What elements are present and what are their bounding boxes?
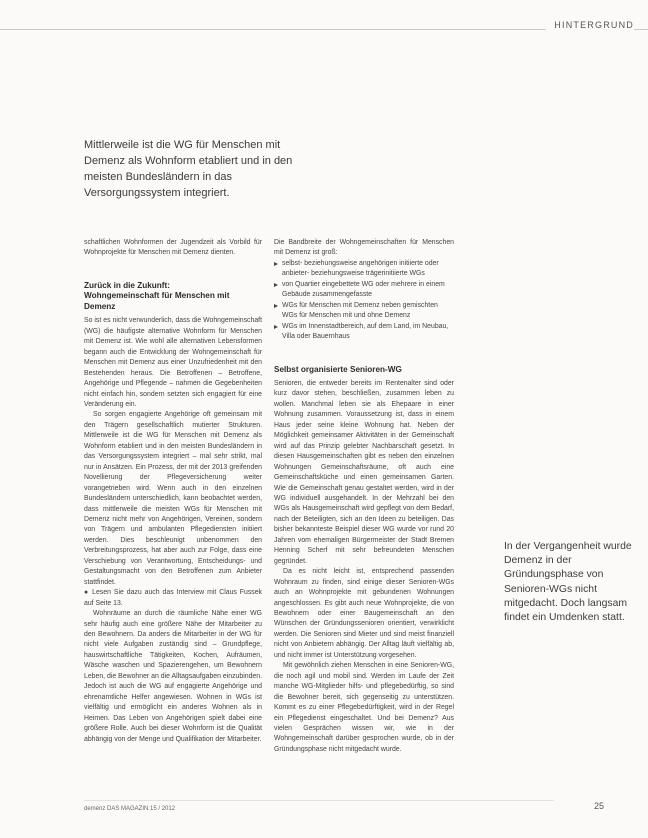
bullet-item: WGs für Menschen mit Demenz neben gemischten WGs für Menschen mit und ohne Demenz bbox=[274, 301, 454, 322]
bullet-item: WGs im Innenstadtbereich, auf dem Land, im Neubau, Villa oder Bauernhaus bbox=[274, 322, 454, 343]
right-paragraph-3: Mit gewöhnlich ziehen Menschen in eine Senioren-WG, die noch agil und mobil sind. Werden im Laufe der Zeit manche WG-Mitglieder hilfs- und pflegebedürftig, so sind die Bewohner bereit, sich gegenseitig zu unterstützen. Kommt es zu einer Pflegebedürftigkeit, wird in der Regel ein Pflegedienst eingeschaltet. Und bei Demenz? Aus vielen Gesprächen wissen wir, wie in der Wohngemeinschaft darüber gesprochen wurde, ob in der Gründungsphase nicht mitgedacht wurde. bbox=[274, 662, 454, 753]
right-heading: Selbst organisierte Senioren-WG bbox=[274, 364, 402, 374]
right-column bbox=[274, 238, 454, 755]
left-heading-line2: Wohngemeinschaft für Menschen mit Demenz bbox=[84, 291, 230, 311]
left-paragraph-3: Wohnräume an durch die räumliche Nähe einer WG sehr häufig auch eine größere Nähe der Mitarbeiter zu den Bewohnern. Da anders die Mitarbeiter in der WG für nicht viele Aufgaben zuständig sind – Grundpflege, hauswirtschaftliche Tätigkeiten, Kochen, Aufräumen, Wäsche waschen und Spazierengehen, um Bewohnern Leben, die Bewohner an die Alltagsaufgaben einzubinden. Jedoch ist auch die WG auf engagierte Angehörige und ehrenamtliche Helfer angewiesen. Wohnen in WGs ist vielfältig und ermöglicht ein anderes Wohnen als in Heimen. Das Leben von Angehörigen spielt dabei eine größere Rolle. Auch bei dieser Wohnform ist die Qualität abhängig von der Menge und Qualifikation der Mitarbeiter. bbox=[84, 610, 262, 743]
footer-source: demenz DAS MAGAZIN 15 / 2012 bbox=[84, 806, 176, 812]
right-intro: Die Bandbreite der Wohngemeinschaften für Menschen mit Demenz ist groß: bbox=[274, 239, 454, 257]
left-note bbox=[84, 588, 262, 609]
right-paragraph-1: Senioren, die entweder bereits im Rentenalter sind oder kurz davor stehen, beschließen, zusammen leben zu wollen. Manchmal leben sie als Ehepaare in einer Wohnung zusammen. Voraussetzung ist, dass in einem Haus jeder seine kleine Wohnung hat. Neben der Möglichkeit gemeinsamer Aktivitäten in der Gemeinschaft wird auf das Prinzip gelebter Nachbarschaft gesetzt. In diesen Hausgemeinschaften gibt es neben den einzelnen Wohnungen Gemeinschaftsräume, oft auch eine Gemeinschaftsküche und einen gemeinsamen Garten. Wie die Gemeinschaft genau gestaltet werden, wird in der WG individuell ausgehandelt. In der Mehrzahl bei den WGs als Hausgemeinschaft wird gepflegt von dem Bedarf, nach der Beteiligten, sich an den Ideen zu beteiligen. Das bisher bekannteste Beispiel dieser WG wurde vor rund 20 Jahren vom ehemaligen Bürgermeister der Stadt Bremen Henning Scherf mit sehr befreundeten Menschen gegründet. bbox=[274, 380, 454, 565]
pull-quote: In der Vergangenheit wurde Demenz in der Gründungsphase von Senioren-WGs nicht mitgedacht. Doch langsam findet ein Umdenken statt. bbox=[504, 541, 632, 624]
right-paragraph-2: Da es nicht leicht ist, entsprechend passenden Wohnraum zu finden, sind einige dieser Senioren-WGs auch an Wohnprojekte mit gebundenen Wohnungen angeschlossen. Es gibt auch neue Wohnprojekte, die von Bewohnern oder einer Baugemeinschaft an den Wünschen der Gründungssenioren orientiert, verwirklicht werden. Die Senioren sind Mieter und sind meist finanziell nicht von Anbietern abhängig. Der Alltag läuft vielfältig ab, und nicht immer ist Unterstützung vorgesehen. bbox=[274, 568, 454, 659]
left-column bbox=[84, 238, 262, 745]
left-paragraph-2: So sorgen engagierte Angehörige oft gemeinsam mit den Trägern gesellschaftlich mutierter Strukturen. Mittlerweile ist die WG für Menschen mit Demenz als Wohnform etabliert und in den meisten Bundesländern in das Versorgungssystem integriert – mal sehr strikt, mal nur in Ansätzen. Ein Prozess, der mit der 2013 greifenden Novellierung der Pflegeversicherung weiter vorangetrieben wird. Wenn auch in den einzelnen Bundesländern unterschiedlich, kann beobachtet werden, dass mittlerweile die meisten WGs für Menschen mit Demenz nicht mehr von Angehörigen, Vereinen, sondern von Trägern und ambulanten Pflegediensten initiiert werden. Dies beschleunigt unbenommen den Verbreitungsprozess, hat aber auch zur Folge, dass eine Verschiebung von Verantwortung, Entscheidungs- und Gestaltungsmacht von den Betroffenen zum Anbieter stattfindet. bbox=[84, 411, 262, 586]
bullet-item: selbst- beziehungsweise angehörigen initiierte oder anbieter- beziehungsweise trägerinitiierte WGs bbox=[274, 259, 454, 280]
left-paragraph-1: So ist es nicht verwunderlich, dass die Wohngemeinschaft (WG) die häufigste alternative Wohnform für Menschen mit Demenz ist. Wie wohl alle alternativen Lebensformen begann auch die Entwicklung der Wohngemeinschaft für Menschen mit Demenz aus einer Unzufriedenheit mit den Bestehenden heraus. Die Betroffenen – Betroffene, Angehörige und Pflegende – nahmen die Gegebenheiten nicht einfach hin, sondern setzten sich engagiert für eine Veränderung ein. bbox=[84, 317, 262, 409]
section-label: HINTERGRUND bbox=[546, 20, 634, 30]
footer-rule bbox=[84, 800, 554, 801]
left-intro: schaftlichen Wohnformen der Jugendzeit als Vorbild für Wohnprojekte für Menschen mit Demenz dienten. bbox=[84, 239, 262, 257]
teaser-text: Mittlerweile ist die WG für Menschen mit Demenz als Wohnform etabliert und in den meisten Bundesländern in das Versorgungssystem integriert. bbox=[84, 139, 293, 199]
left-note-text: Lesen Sie dazu auch das Interview mit Claus Fussek auf Seite 13. bbox=[84, 589, 262, 607]
left-heading-line1: Zurück in die Zukunft: bbox=[84, 280, 170, 290]
page-number: 25 bbox=[594, 801, 605, 811]
arrow-icon: ● bbox=[84, 589, 93, 597]
left-heading bbox=[84, 281, 262, 313]
bullet-item: von Quartier eingebettete WG oder mehrere in einem Gebäude zusammengefasste bbox=[274, 280, 454, 301]
bullet-list bbox=[274, 259, 454, 343]
